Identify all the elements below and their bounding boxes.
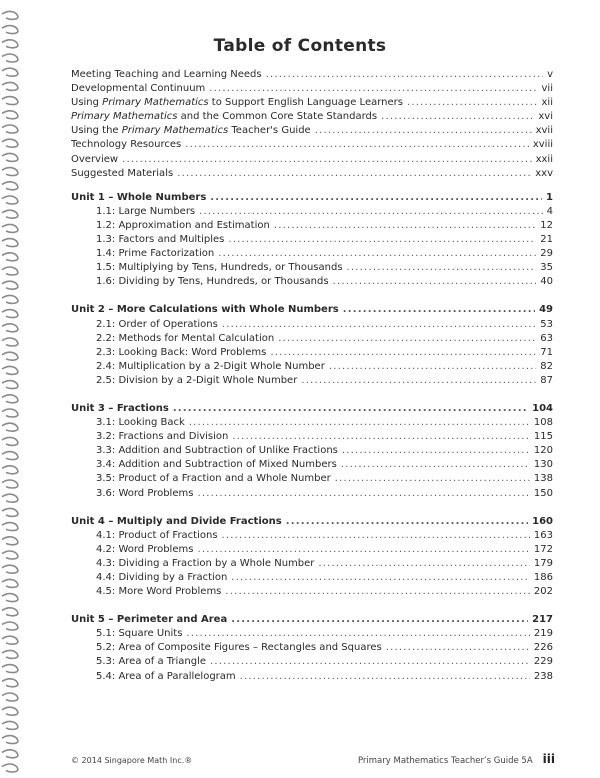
- entry-title: 2.4: Multiplication by a 2-Digit Whole Number: [96, 360, 325, 372]
- entry-title: 1.5: Multiplying by Tens, Hundreds, or Thousands: [96, 262, 343, 274]
- page-footer: [71, 752, 555, 766]
- lesson-entry: [71, 472, 553, 486]
- spiral-coil: [2, 523, 18, 531]
- entry-page-number: vii: [541, 83, 553, 95]
- spiral-coil: [2, 594, 18, 602]
- entry-title: 3.4: Addition and Subtraction of Mixed Numbers: [96, 459, 337, 471]
- lesson-entry: [71, 487, 553, 501]
- entry-page-number: 172: [533, 543, 553, 555]
- spiral-coil: [2, 82, 18, 90]
- lesson-entry: [71, 346, 553, 360]
- spiral-coil: [2, 111, 18, 119]
- lesson-entry: [71, 416, 553, 430]
- spiral-coil: [2, 551, 18, 559]
- dot-leader: [177, 167, 531, 181]
- entry-title: Unit 2 – More Calculations with Whole Numbers: [71, 304, 339, 316]
- dot-leader: [173, 402, 528, 416]
- dot-leader: [342, 444, 530, 458]
- spiral-coil: [2, 210, 18, 218]
- front-matter-entry: [71, 138, 553, 152]
- lesson-entry: [71, 275, 553, 289]
- lesson-entry: [71, 458, 553, 472]
- spiral-coil: [2, 324, 18, 332]
- spiral-coil: [2, 693, 18, 701]
- entry-title: 1.3: Factors and Multiples: [96, 234, 225, 246]
- spiral-coil: [2, 153, 18, 161]
- spiral-coil: [2, 239, 18, 247]
- dot-leader: [222, 318, 536, 332]
- spiral-coil: [2, 295, 18, 303]
- spiral-coil: [2, 168, 18, 176]
- entry-title: 2.5: Division by a 2-Digit Whole Number: [96, 374, 298, 386]
- spiral-coil: [2, 480, 18, 488]
- dot-leader: [335, 472, 530, 486]
- entry-page-number: 226: [533, 642, 553, 654]
- entry-title: 3.2: Fractions and Division: [96, 431, 229, 443]
- spiral-binding: [0, 0, 22, 778]
- spiral-coil: [2, 281, 18, 289]
- dot-leader: [386, 641, 530, 655]
- unit-heading: [71, 191, 553, 205]
- front-matter-entry: [71, 68, 553, 82]
- entry-page-number: v: [547, 69, 553, 80]
- dot-leader: [210, 655, 530, 669]
- dot-leader: [407, 96, 538, 110]
- spiral-coil: [2, 409, 18, 417]
- entry-title: 2.3: Looking Back: Word Problems: [96, 346, 267, 358]
- entry-page-number: 160: [532, 515, 553, 527]
- front-matter-entry: [71, 110, 553, 124]
- dot-leader: [315, 124, 532, 138]
- entry-title: 4.4: Dividing by a Fraction: [96, 572, 228, 583]
- entry-page-number: 12: [540, 219, 553, 231]
- entry-page-number: xvii: [535, 125, 553, 137]
- unit-heading: [71, 613, 553, 627]
- spiral-coil: [2, 537, 18, 545]
- entry-title: Using the Primary Mathematics Teacher's Guide: [71, 125, 311, 137]
- lesson-entry: [71, 261, 553, 275]
- entry-page-number: 217: [532, 614, 553, 626]
- spiral-coil: [2, 11, 18, 19]
- spiral-coils: [0, 0, 22, 778]
- dot-leader: [199, 205, 542, 219]
- dot-leader: [210, 191, 542, 205]
- entry-page-number: 87: [540, 374, 553, 386]
- spiral-coil: [2, 707, 18, 715]
- entry-title: 4.5: More Word Problems: [96, 586, 222, 598]
- dot-leader: [347, 261, 537, 275]
- spiral-coil: [2, 395, 18, 403]
- dot-leader: [209, 82, 537, 96]
- dot-leader: [343, 303, 535, 317]
- spiral-coil: [2, 721, 18, 729]
- dot-leader: [189, 416, 530, 430]
- lesson-entry: [71, 543, 553, 557]
- entry-title: Unit 4 – Multiply and Divide Fractions: [71, 515, 282, 527]
- entry-page-number: 29: [540, 248, 553, 260]
- front-matter-entry: [71, 124, 553, 138]
- spiral-coil: [2, 253, 18, 261]
- entry-title: Unit 3 – Fractions: [71, 402, 169, 414]
- spiral-coil: [2, 182, 18, 190]
- spiral-coil: [2, 196, 18, 204]
- entry-title: Unit 1 – Whole Numbers: [71, 191, 207, 203]
- spiral-coil: [2, 125, 18, 133]
- entry-page-number: xviii: [532, 139, 553, 151]
- spiral-coil: [2, 310, 18, 318]
- entry-title: 5.4: Area of a Parallelogram: [96, 670, 236, 682]
- entry-page-number: 186: [533, 572, 553, 583]
- spiral-coil: [2, 381, 18, 389]
- entry-page-number: 53: [540, 318, 553, 330]
- entry-page-number: 63: [540, 332, 553, 344]
- entry-page-number: 104: [532, 402, 553, 414]
- dot-leader: [231, 571, 530, 585]
- entry-title: Overview: [71, 153, 119, 165]
- entry-title: Suggested Materials: [71, 167, 174, 179]
- dot-leader: [218, 247, 536, 261]
- entry-page-number: 138: [533, 473, 553, 485]
- entry-page-number: 82: [540, 360, 553, 372]
- entry-title: 4.2: Word Problems: [96, 543, 194, 555]
- unit-heading: [71, 515, 553, 529]
- spiral-coil: [2, 466, 18, 474]
- lesson-entry: [71, 529, 553, 543]
- front-matter-entry: [71, 96, 553, 110]
- entry-title: 5.2: Area of Composite Figures – Rectangles and Squares: [96, 642, 382, 654]
- lesson-entry: [71, 627, 553, 641]
- lesson-entry: [71, 332, 553, 346]
- lesson-entry: [71, 219, 553, 233]
- spiral-coil: [2, 508, 18, 516]
- dot-leader: [318, 557, 530, 571]
- entry-page-number: xxv: [535, 167, 553, 179]
- entry-title: 2.2: Methods for Mental Calculation: [96, 332, 275, 344]
- spiral-coil: [2, 139, 18, 147]
- dot-leader: [266, 68, 543, 82]
- entry-page-number: 179: [533, 557, 553, 569]
- dot-leader: [278, 332, 536, 346]
- lesson-entry: [71, 233, 553, 247]
- front-matter-entry: [71, 82, 553, 96]
- entry-title: 1.4: Prime Factorization: [96, 248, 215, 260]
- entry-page-number: 202: [533, 586, 553, 598]
- entry-page-number: 130: [533, 459, 553, 471]
- entry-title: 3.5: Product of a Fraction and a Whole Number: [96, 473, 331, 485]
- dot-leader: [333, 275, 537, 289]
- dot-leader: [274, 219, 536, 233]
- entry-page-number: 120: [533, 445, 553, 457]
- spiral-coil: [2, 26, 18, 34]
- entry-title: 1.2: Approximation and Estimation: [96, 219, 270, 231]
- spiral-coil: [2, 679, 18, 687]
- entry-title: 3.3: Addition and Subtraction of Unlike Fractions: [96, 445, 338, 457]
- entry-page-number: 163: [533, 529, 553, 541]
- entry-page-number: 4: [546, 205, 553, 217]
- entry-page-number: 150: [533, 487, 553, 499]
- spiral-coil: [2, 338, 18, 346]
- entry-page-number: xii: [541, 97, 553, 109]
- entry-page-number: 21: [540, 234, 553, 246]
- entry-title: 2.1: Order of Operations: [96, 318, 218, 330]
- entry-title: 3.6: Word Problems: [96, 487, 194, 499]
- lesson-entry: [71, 641, 553, 655]
- entry-page-number: 1: [546, 191, 553, 203]
- dot-leader: [232, 430, 530, 444]
- entry-page-number: 71: [540, 346, 553, 358]
- spiral-coil: [2, 622, 18, 630]
- lesson-entry: [71, 360, 553, 374]
- dot-leader: [228, 233, 536, 247]
- lesson-entry: [71, 374, 553, 388]
- front-matter-entry: [71, 153, 553, 167]
- entry-page-number: 108: [533, 417, 553, 429]
- table-of-contents: [71, 68, 553, 684]
- spiral-coil: [2, 452, 18, 460]
- entry-page-number: 238: [533, 670, 553, 682]
- entry-title: Meeting Teaching and Learning Needs: [71, 69, 262, 80]
- unit-heading: [71, 402, 553, 416]
- lesson-entry: [71, 670, 553, 684]
- entry-page-number: 49: [539, 304, 553, 316]
- lesson-entry: [71, 444, 553, 458]
- spiral-coil: [2, 423, 18, 431]
- lesson-entry: [71, 655, 553, 669]
- entry-page-number: xvi: [538, 111, 553, 123]
- spiral-coil: [2, 97, 18, 105]
- entry-page-number: 115: [533, 431, 553, 443]
- entry-title: Unit 5 – Perimeter and Area: [71, 614, 228, 626]
- entry-page-number: 229: [533, 656, 553, 668]
- entry-title: 5.1: Square Units: [96, 628, 183, 640]
- spiral-coil: [2, 224, 18, 232]
- spiral-coil: [2, 650, 18, 658]
- spiral-coil: [2, 494, 18, 502]
- spiral-coil: [2, 736, 18, 744]
- dot-leader: [381, 110, 534, 124]
- entry-title: 1.6: Dividing by Tens, Hundreds, or Thousands: [96, 276, 329, 288]
- lesson-entry: [71, 247, 553, 261]
- entry-title: 4.1: Product of Fractions: [96, 529, 218, 541]
- copyright-notice: © 2014 Singapore Math Inc.®: [71, 756, 193, 765]
- spiral-coil: [2, 608, 18, 616]
- entry-title: Developmental Continuum: [71, 83, 206, 95]
- dot-leader: [341, 458, 530, 472]
- dot-leader: [225, 585, 530, 599]
- lesson-entry: [71, 430, 553, 444]
- lesson-entry: [71, 571, 553, 585]
- dot-leader: [185, 138, 529, 152]
- units-list: [71, 191, 553, 684]
- entry-title: Using Primary Mathematics to Support English Language Learners: [71, 97, 403, 109]
- spiral-coil: [2, 665, 18, 673]
- spiral-coil: [2, 750, 18, 758]
- entry-title: 1.1: Large Numbers: [96, 205, 196, 217]
- spiral-coil: [2, 636, 18, 644]
- entry-title: Primary Mathematics and the Common Core State Standards: [71, 111, 378, 123]
- dot-leader: [231, 613, 528, 627]
- page-number: iii: [542, 752, 555, 766]
- front-matter-list: [71, 68, 553, 181]
- dot-leader: [301, 374, 536, 388]
- spiral-coil: [2, 764, 18, 772]
- lesson-entry: [71, 557, 553, 571]
- lesson-entry: [71, 205, 553, 219]
- dot-leader: [240, 670, 530, 684]
- spiral-coil: [2, 366, 18, 374]
- spiral-coil: [2, 267, 18, 275]
- entry-page-number: 219: [533, 628, 553, 640]
- spiral-coil: [2, 579, 18, 587]
- entry-page-number: 35: [540, 262, 553, 274]
- spiral-coil: [2, 437, 18, 445]
- entry-title: 3.1: Looking Back: [96, 417, 185, 429]
- spiral-coil: [2, 352, 18, 360]
- dot-leader: [270, 346, 536, 360]
- entry-page-number: 40: [540, 276, 553, 288]
- unit-heading: [71, 303, 553, 317]
- dot-leader: [122, 153, 532, 167]
- dot-leader: [197, 487, 529, 501]
- book-title: Primary Mathematics Teacher’s Guide 5A: [357, 756, 533, 766]
- entry-title: 4.3: Dividing a Fraction by a Whole Number: [96, 557, 315, 569]
- dot-leader: [222, 529, 530, 543]
- entry-page-number: xxii: [535, 153, 553, 165]
- lesson-entry: [71, 585, 553, 599]
- dot-leader: [286, 515, 528, 529]
- entry-title: 5.3: Area of a Triangle: [96, 656, 207, 668]
- front-matter-entry: [71, 167, 553, 181]
- dot-leader: [197, 543, 529, 557]
- spiral-coil: [2, 68, 18, 76]
- entry-title: Technology Resources: [71, 139, 182, 151]
- page-title: Table of Contents: [213, 36, 387, 56]
- dot-leader: [186, 627, 530, 641]
- spiral-coil: [2, 565, 18, 573]
- dot-leader: [329, 360, 536, 374]
- lesson-entry: [71, 318, 553, 332]
